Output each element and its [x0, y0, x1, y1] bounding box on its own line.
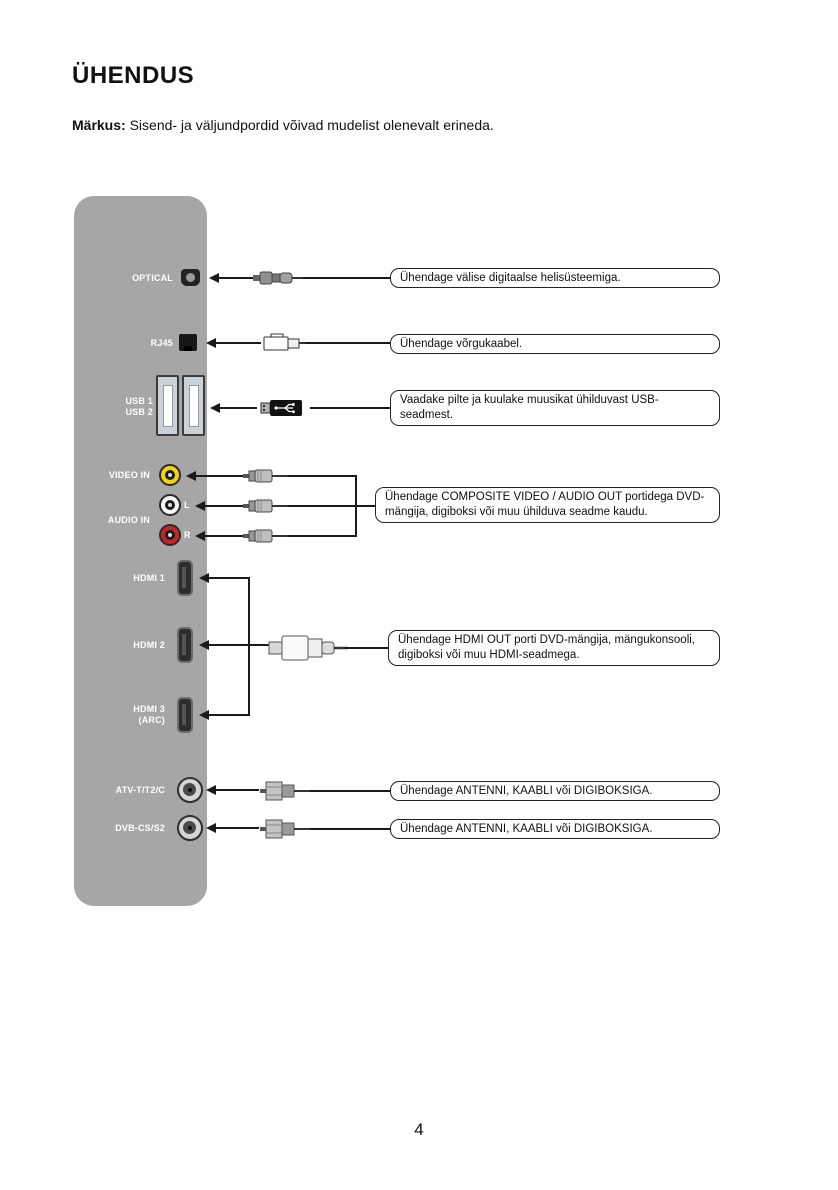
composite-bracket-stub [355, 505, 377, 507]
video-rca-plug-icon [243, 469, 288, 483]
atv-callout-line [310, 790, 390, 792]
usb2-label: USB 2 [125, 407, 153, 417]
composite-callout-text: Ühendage COMPOSITE VIDEO / AUDIO OUT portidega DVD-mängija, digiboksi või muu ühilduva seadme kaudu. [385, 491, 705, 518]
page-number: 4 [414, 1120, 424, 1139]
note [72, 117, 494, 133]
rj45-port-icon [179, 334, 197, 351]
optical-port-icon [181, 269, 200, 286]
usb2-port-icon [182, 375, 205, 436]
optical-callout-line [303, 277, 390, 279]
audio-left-jack-label: L [184, 500, 190, 510]
video-in-jack-icon [159, 464, 181, 486]
rj45-callout-text: Ühendage võrgukaabel. [400, 337, 523, 350]
hdmi3-arrow-line [208, 714, 250, 716]
atv-antenna-plug-icon [260, 779, 312, 803]
hdmi3-label-line2: (ARC) [138, 715, 165, 725]
dvb-port-label: DVB-CS/S2 [115, 823, 165, 833]
audio-in-label: AUDIO IN [107, 515, 150, 525]
optical-plug-icon [253, 269, 305, 287]
hdmi2-arrow-line [208, 644, 250, 646]
atv-callout [390, 781, 720, 801]
hdmi-callout-text: Ühendage HDMI OUT porti DVD-mängija, mängukonsooli, digiboksi või muu HDMI-seadmega. [398, 634, 696, 661]
audio-l-arrow-line [204, 505, 243, 507]
audio-l-rca-plug-icon [243, 499, 288, 513]
hdmi-bracket-line [248, 577, 250, 716]
hdmi3-label [75, 704, 165, 726]
hdmi3-port-icon [177, 697, 193, 733]
hdmi-bracket-stub [248, 644, 270, 646]
usb-callout-line [310, 407, 390, 409]
audio-r-arrow-line [204, 535, 243, 537]
usb-arrow-line [219, 407, 257, 409]
audio-left-jack-icon [159, 494, 181, 516]
optical-arrow-line [218, 277, 254, 279]
audio-right-jack-icon [159, 524, 181, 546]
dvb-callout [390, 819, 720, 839]
dvb-callout-line [310, 828, 390, 830]
rj45-callout-line [305, 342, 390, 344]
rj45-port-label: RJ45 [150, 338, 173, 348]
atv-callout-text: Ühendage ANTENNI, KAABLI või DIGIBOKSIGA. [400, 784, 653, 797]
hdmi2-label: HDMI 2 [133, 640, 165, 650]
note-text: Sisend- ja väljundpordid võivad mudelist olenevalt erineda. [129, 117, 494, 133]
atv-coax-port-icon [177, 777, 203, 803]
video-to-bracket-line [287, 475, 357, 477]
hdmi2-port-icon [177, 627, 193, 663]
note-label: Märkus: [72, 117, 126, 133]
optical-callout [390, 268, 720, 288]
dvb-arrow-line [215, 827, 259, 829]
atv-arrow-line [215, 789, 259, 791]
audio-l-to-bracket-line [287, 505, 357, 507]
page-title: ÜHENDUS [72, 62, 195, 89]
audio-r-to-bracket-line [287, 535, 357, 537]
hdmi-plug-icon [268, 631, 348, 665]
optical-port-label: OPTICAL [132, 273, 173, 283]
hdmi3-label-line1: HDMI 3 [133, 704, 165, 714]
hdmi1-label: HDMI 1 [133, 573, 165, 583]
video-in-label: VIDEO IN [108, 470, 150, 480]
dvb-antenna-plug-icon [260, 817, 312, 841]
usb-stick-icon [260, 398, 312, 418]
audio-right-jack-label: R [184, 530, 191, 540]
hdmi-callout [388, 630, 720, 666]
rj45-arrow-line [215, 342, 261, 344]
usb-callout-text: Vaadake pilte ja kuulake muusikat ühilduvast USB-seadmest. [400, 394, 659, 421]
usb1-label: USB 1 [125, 396, 153, 406]
video-arrow-line [195, 475, 243, 477]
composite-callout [375, 487, 720, 523]
rj45-callout [390, 334, 720, 354]
audio-r-rca-plug-icon [243, 529, 288, 543]
atv-port-label: ATV-T/T2/C [115, 785, 165, 795]
usb-callout [390, 390, 720, 426]
ethernet-plug-icon [263, 333, 307, 353]
dvb-callout-text: Ühendage ANTENNI, KAABLI või DIGIBOKSIGA. [400, 822, 653, 835]
usb1-port-icon [156, 375, 179, 436]
hdmi-callout-line [345, 647, 390, 649]
hdmi1-arrow-line [208, 577, 250, 579]
usb-port-label [83, 396, 153, 418]
dvb-coax-port-icon [177, 815, 203, 841]
hdmi1-port-icon [177, 560, 193, 596]
optical-callout-text: Ühendage välise digitaalse helisüsteemiga. [400, 271, 621, 284]
